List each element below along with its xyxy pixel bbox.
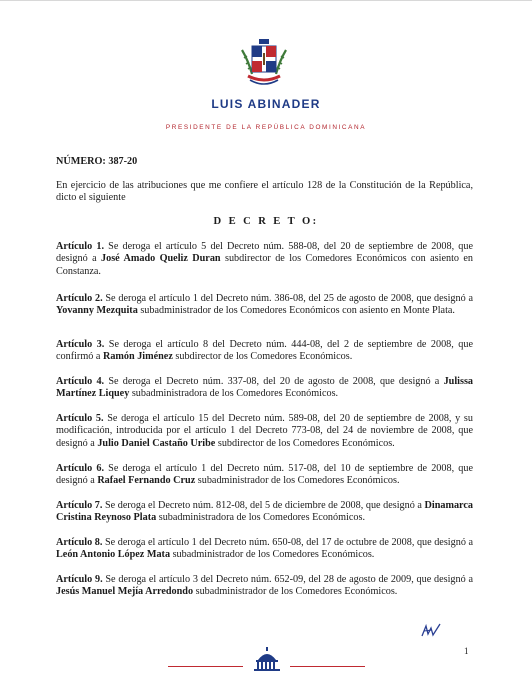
article-person: José Amado Queliz Duran — [101, 253, 221, 265]
signature-icon — [420, 622, 442, 640]
page-top-edge — [0, 0, 532, 1]
article-1 — [56, 241, 473, 278]
decree-number: NÚMERO: 387-20 — [56, 156, 138, 167]
palace-dome-icon — [252, 647, 282, 671]
article-text: Se deroga el artículo 1 del Decreto núm. 517-08, del 10 de septiembre de 2008, que designó a — [56, 463, 473, 487]
article-label: Artículo 5. — [56, 413, 104, 424]
article-text: subadministrador de los Comedores Económicos con asiento en Monte Plata. — [137, 305, 455, 317]
header-subtitle: PRESIDENTE DE LA REPÚBLICA DOMINICANA — [165, 124, 367, 131]
article-text: Se deroga el artículo 1 del Decreto núm. 650-08, del 17 de octubre de 2008, que designó a — [102, 537, 473, 548]
decree-heading: D E C R E T O: — [213, 216, 319, 227]
coat-of-arms-icon — [238, 36, 290, 90]
article-label: Artículo 8. — [56, 537, 103, 548]
article-person: Dinamarca Cristina Reynoso Plata — [56, 500, 473, 524]
article-3 — [56, 339, 473, 364]
article-person: Ramón Jiménez — [102, 351, 173, 363]
article-text: subadministrador de los Comedores Económicos. — [193, 586, 398, 598]
article-text: Se deroga el artículo 1 del Decreto núm. 386-08, del 25 de agosto de 2008, que designó a — [102, 293, 473, 304]
article-text: Se deroga el artículo 3 del Decreto núm. 652-09, del 28 de agosto de 2009, que designó a — [102, 574, 473, 585]
article-4 — [56, 376, 473, 401]
footer-rule-right — [290, 666, 365, 667]
article-text: subdirector de los Comedores Económicos con asiento en Constanza. — [56, 253, 474, 277]
article-label: Artículo 1. — [56, 241, 105, 252]
article-text: Se deroga el artículo 8 del Decreto núm. 444-08, del 2 de septiembre de 2008, que confirmó a — [56, 339, 473, 363]
article-text: Se deroga el artículo 5 del Decreto núm. 588-08, del 20 de septiembre de 2008, que designó a — [56, 241, 473, 265]
article-text: subadministrador de los Comedores Económicos. — [195, 475, 400, 487]
article-8 — [56, 537, 473, 562]
article-2 — [56, 293, 473, 318]
footer-rule-left — [168, 666, 243, 667]
article-text: subadministrador de los Comedores Económicos. — [170, 549, 375, 561]
article-person: Rafael Fernando Cruz — [97, 475, 196, 487]
article-label: Artículo 9. — [56, 574, 103, 585]
article-text: subadministradora de los Comedores Económicos. — [129, 388, 339, 400]
decree-intro: En ejercicio de las atribuciones que me confiere el artículo 128 de la Constitución de la República, dicto el siguiente — [56, 180, 473, 204]
article-person: Julio Daniel Castaño Uribe — [97, 437, 216, 449]
page-number: 1 — [464, 646, 469, 656]
article-text: Se deroga el Decreto núm. 337-08, del 20 de agosto de 2008, que designó a — [104, 376, 444, 387]
article-label: Artículo 7. — [56, 500, 103, 511]
article-label: Artículo 3. — [56, 339, 105, 350]
article-person: Yovanny Mezquita — [56, 305, 138, 317]
article-text: subadministradora de los Comedores Económicos. — [156, 512, 365, 524]
article-text: Se deroga el Decreto núm. 812-08, del 5 de diciembre de 2008, que designó a — [102, 500, 425, 511]
article-label: Artículo 2. — [56, 293, 103, 304]
article-person: Julissa Martínez Liquey — [56, 376, 474, 400]
article-label: Artículo 4. — [56, 376, 105, 387]
article-7 — [56, 500, 473, 525]
article-9 — [56, 574, 473, 599]
article-text: subdirector de los Comedores Económicos. — [172, 351, 353, 363]
article-label: Artículo 6. — [56, 463, 105, 474]
article-5 — [56, 413, 473, 450]
article-text: subdirector de los Comedores Económicos. — [215, 437, 395, 449]
article-text: Se deroga el artículo 15 del Decreto núm. 589-08, del 20 de septiembre de 2008, y su modificación, introducida por el artículo 1 del Decreto 773-08, del 24 de noviembre de 2008, que designó a — [56, 413, 473, 449]
article-6 — [56, 463, 473, 488]
article-person: Jesús Manuel Mejía Arredondo — [56, 586, 194, 598]
article-person: León Antonio López Mata — [56, 549, 171, 561]
header-name: LUIS ABINADER — [211, 97, 321, 111]
